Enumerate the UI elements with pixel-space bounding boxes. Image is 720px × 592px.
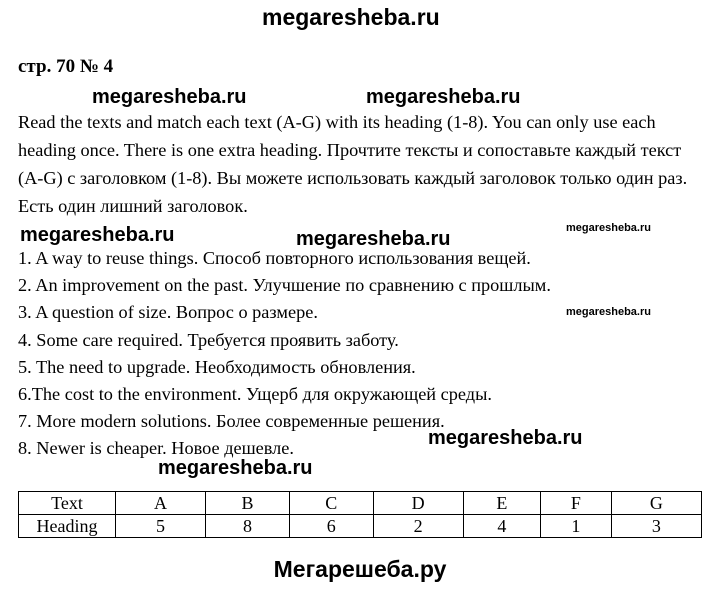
list-item: 1. A way to reuse things. Способ повторного использования вещей. [18,248,531,268]
watermark: megaresheba.ru [566,222,651,234]
table-cell: B [206,492,290,515]
task-instructions: Read the texts and match each text (A-G) with its heading (1-8). You can only use each heading once. There is one extra heading. Прочтите тексты и сопоставьте каждый текст (A-G) с заголовком (1-8). Вы можете использовать каждый заголовок только один раз. Есть один лишний заголовок. [18,112,688,216]
table-cell: 4 [463,515,540,538]
table-cell: E [463,492,540,515]
table-cell: G [611,492,701,515]
table-row [19,515,702,538]
footer-watermark: Мегарешеба.ру [273,556,447,582]
watermark-top: megaresheba.ru [262,4,440,30]
list-item: 3. A question of size. Вопрос о размере. [18,302,318,323]
table-cell: 2 [373,515,463,538]
watermark: megaresheba.ru [158,457,313,479]
list-item: 8. Newer is cheaper. Новое дешевле. [18,438,294,459]
page-title: стр. 70 № 4 [18,56,114,77]
table-cell: 8 [206,515,290,538]
table-cell: 5 [116,515,206,538]
table-cell: 1 [540,515,611,538]
table-cell: Heading [19,515,116,538]
table-cell: 3 [611,515,701,538]
table-cell: A [116,492,206,515]
list-item: 2. An improvement on the past. Улучшение по сравнению с прошлым. [18,275,551,296]
table-row [19,492,702,515]
list-item: 5. The need to upgrade. Необходимость обновления. [18,356,416,377]
watermark: megaresheba.ru [566,306,651,318]
table-cell: D [373,492,463,515]
table-cell: 6 [289,515,373,538]
watermark: megaresheba.ru [366,86,521,108]
headings-list [18,245,718,463]
watermark: megaresheba.ru [296,228,451,250]
list-item: 7. More modern solutions. Более современные решения. [18,411,445,432]
answer-table [18,491,702,538]
table-cell: F [540,492,611,515]
list-item: 4. Some care required. Требуется проявить заботу. [18,329,399,350]
watermark: megaresheba.ru [92,86,247,108]
table-cell: Text [19,492,116,515]
list-item: 6.The cost to the environment. Ущерб для окружающей среды. [18,384,492,405]
watermark: megaresheba.ru [428,427,583,449]
watermark: megaresheba.ru [20,224,175,246]
table-cell: C [289,492,373,515]
